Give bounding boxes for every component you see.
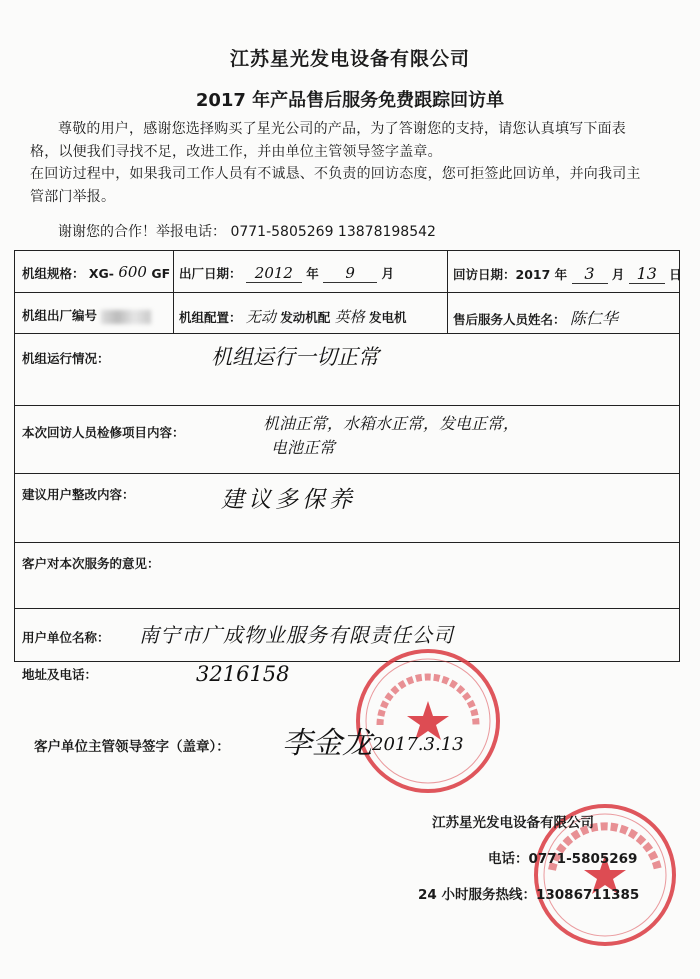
footer-phone-line — [488, 847, 637, 867]
suggestion-label: 建议用户整改内容： — [22, 487, 135, 502]
row-divider — [15, 405, 679, 406]
row-divider — [15, 608, 679, 609]
serial-label: 机组出厂编号 — [22, 308, 98, 323]
inspection-label: 本次回访人员检修项目内容： — [22, 425, 185, 440]
visit-month: 3 — [572, 264, 608, 284]
signature-date: 2017.3.13 — [372, 734, 464, 755]
service-person-cell — [453, 306, 618, 329]
footer-phone-label: 电话： — [488, 851, 529, 867]
status-label: 机组运行情况： — [22, 351, 110, 366]
visit-day: 13 — [629, 264, 665, 284]
inspection-line-2: 电池正常 — [271, 438, 336, 457]
factory-date-cell — [179, 264, 394, 283]
thanks-text: 谢谢您的合作！举报电话： — [58, 224, 226, 240]
model-value: 600 — [118, 263, 147, 281]
thanks-line — [58, 221, 436, 241]
factory-month: 9 — [323, 264, 377, 283]
config-cell — [179, 306, 407, 327]
intro-paragraph-1: 尊敬的用户，感谢您选择购买了星光公司的产品，为了答谢您的支持，请您认真填写下面表格，以便我们寻找不足，改进工作，并由单位主管领导签字盖章。 — [30, 121, 626, 160]
service-person-label: 售后服务人员姓名： — [453, 312, 566, 327]
suggestion-value: 建议多保养 — [221, 487, 356, 513]
address-label: 地址及电话： — [22, 667, 98, 682]
footer-hotline-line — [418, 883, 639, 903]
footer-company: 江苏星光发电设备有限公司 — [432, 815, 594, 831]
generator-label: 发电机 — [369, 310, 407, 325]
month-unit: 月 — [381, 266, 394, 281]
visit-date-label: 回访日期：2017 年 — [453, 267, 568, 282]
footer-hotline-label: 24 小时服务热线： — [418, 887, 536, 903]
col-divider — [173, 251, 174, 333]
intro-paragraph-2: 在回访过程中，如果我司工作人员有不诚恳、不负责的回访态度，您可拒签此回访单，并向我司主管部门举报。 — [30, 166, 641, 205]
config-label: 机组配置： — [179, 310, 242, 325]
signature-label: 客户单位主管领导签字（盖章）： — [34, 739, 230, 755]
row-divider — [15, 473, 679, 474]
customer-label: 用户单位名称： — [22, 630, 110, 645]
service-person-value: 陈仁华 — [569, 309, 618, 328]
status-value: 机组运行一切正常 — [211, 345, 379, 369]
serial-cell — [22, 306, 151, 324]
visit-form-table — [14, 250, 680, 662]
footer-hotline: 13086711385 — [536, 887, 640, 903]
factory-year: 2012 — [246, 264, 302, 283]
config-value: 无动 — [245, 308, 276, 326]
visit-month-unit: 月 — [611, 267, 625, 282]
redacted-serial — [101, 310, 151, 324]
visit-day-unit: 日 — [669, 267, 682, 282]
engine-value: 英格 — [334, 308, 365, 326]
factory-date-label: 出厂日期： — [179, 266, 242, 281]
form-title: 2017 年产品售后服务免费跟踪回访单 — [195, 90, 505, 111]
inspection-line-1: 机油正常，水箱水正常，发电正常， — [263, 414, 520, 433]
company-title: 江苏星光发电设备有限公司 — [229, 48, 470, 70]
opinion-label: 客户对本次服务的意见： — [22, 556, 160, 571]
model-label: 机组规格： — [22, 266, 85, 281]
col-divider — [447, 251, 448, 333]
model-prefix: XG- — [88, 266, 114, 281]
intro-text — [30, 118, 648, 208]
year-unit: 年 — [306, 266, 319, 281]
row-divider — [15, 333, 679, 334]
model-suffix: GF — [151, 266, 171, 281]
address-value: 3216158 — [196, 662, 290, 686]
report-phones: 0771-5805269 13878198542 — [230, 224, 436, 240]
engine-label: 发动机配 — [280, 310, 331, 325]
model-cell — [22, 264, 170, 282]
customer-stamp-graphic — [352, 645, 504, 797]
visit-date-cell — [453, 264, 682, 284]
footer-phone: 0771-5805269 — [528, 851, 638, 867]
customer-value: 南宁市广成物业服务有限责任公司 — [139, 623, 454, 647]
row-divider — [15, 292, 679, 293]
signature-name: 李金龙 — [282, 726, 372, 761]
row-divider — [15, 542, 679, 543]
